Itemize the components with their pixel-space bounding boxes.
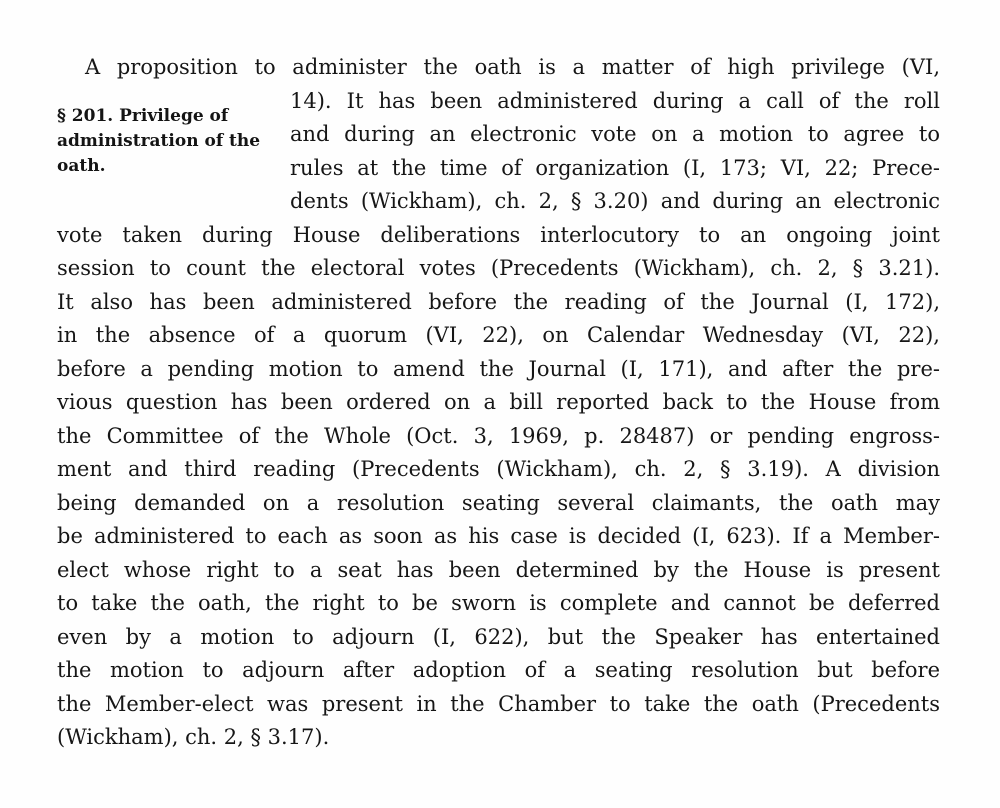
text-line: vious question has been ordered on a bill reported back to the House from bbox=[57, 390, 940, 414]
text-line: even by a motion to adjourn (I, 622), but the Speaker has entertained bbox=[57, 624, 940, 649]
text-line: the motion to adjourn after adoption of a seating resolution but before bbox=[57, 658, 940, 682]
text-line: in the absence of a quorum (VI, 22), on Calendar Wednesday (VI, 22), bbox=[57, 323, 940, 347]
text-line: 14). It has been administered during a call of the roll bbox=[290, 88, 940, 113]
sidenote-text: § 201. Privilege of administration of the oath. bbox=[57, 106, 261, 176]
text-line: A proposition to administer the oath is a matter of high privilege (VI, bbox=[85, 55, 940, 79]
text-line: (Wickham), ch. 2, § 3.17). bbox=[57, 725, 330, 749]
text-line: vote taken during House deliberations interlocutory to an ongoing joint bbox=[57, 222, 940, 247]
text-line: the Committee of the Whole (Oct. 3, 1969, p. 28487) or pending engross- bbox=[57, 423, 940, 448]
text-line: ment and third reading (Precedents (Wickham), ch. 2, § 3.19). A division bbox=[57, 457, 940, 481]
text-line: the Member-elect was present in the Chamber to take the oath (Precedents bbox=[57, 691, 940, 716]
text-line: be administered to each as soon as his case is decided (I, 623). If a Member- bbox=[57, 524, 940, 548]
text-line: to take the oath, the right to be sworn is complete and cannot be deferred bbox=[57, 591, 940, 615]
text-line: session to count the electoral votes (Precedents (Wickham), ch. 2, § 3.21). bbox=[57, 256, 940, 280]
body-paragraph bbox=[57, 51, 940, 755]
text-line: dents (Wickham), ch. 2, § 3.20) and during an electronic bbox=[290, 189, 940, 213]
text-line: rules at the time of organization (I, 173; VI, 22; Prece- bbox=[290, 155, 940, 180]
text-line: elect whose right to a seat has been determined by the House is present bbox=[57, 557, 940, 582]
text-line: before a pending motion to amend the Journal (I, 171), and after the pre- bbox=[57, 356, 940, 381]
text-line: and during an electronic vote on a motion to agree to bbox=[290, 122, 940, 146]
text-line: It also has been administered before the reading of the Journal (I, 172), bbox=[57, 289, 940, 314]
text-line: being demanded on a resolution seating several claimants, the oath may bbox=[57, 490, 940, 515]
